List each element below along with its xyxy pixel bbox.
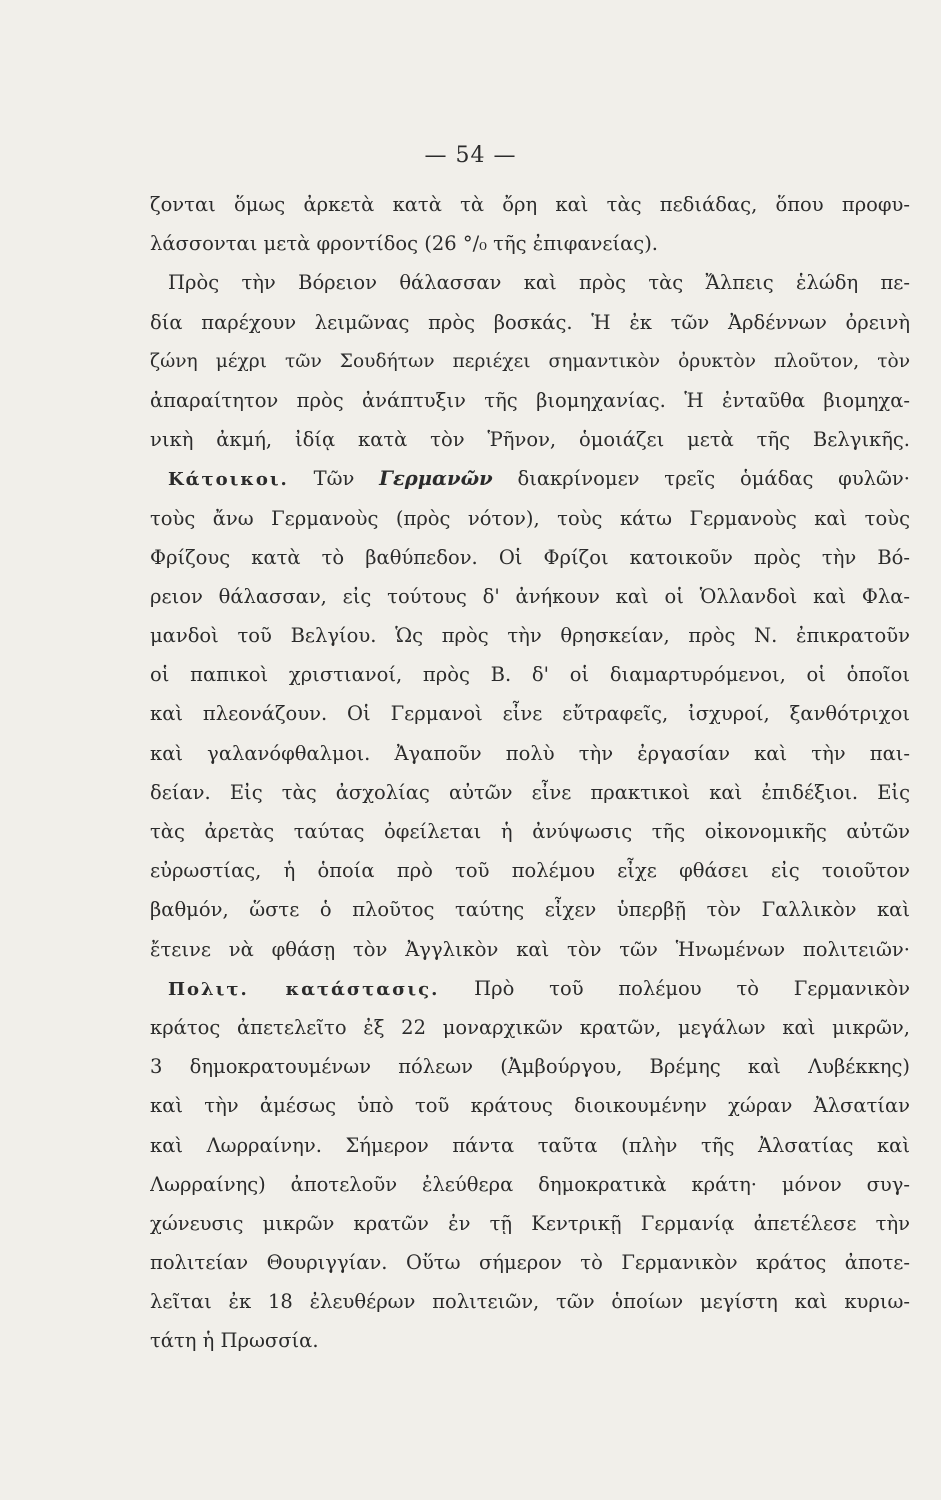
text-line: χώνευσις μικρῶν κρατῶν ἐν τῇ Κεντρικῇ Γερμανίᾳ ἀπετέλεσε τὴν <box>150 1211 910 1235</box>
text-line: πολιτείαν Θουριγγίαν. Οὕτω σήμερον τὸ Γερμανικὸν κράτος ἀποτε- <box>150 1251 910 1275</box>
text-line: καὶ τὴν ἀμέσως ὑπὸ τοῦ κράτους διοικουμένην χώραν Ἀλσατίαν <box>150 1094 910 1118</box>
text-line: 3 δημοκρατουμένων πόλεων (Ἀμβούργου, Βρέμης καὶ Λυβέκκης) <box>150 1055 910 1079</box>
section-heading-katoikoi: Κάτοικοι. <box>168 469 289 491</box>
text-line: τοὺς ἄνω Γερμανοὺς (πρὸς νότον), τοὺς κάτω Γερμανοὺς καὶ τοὺς <box>150 506 910 530</box>
text-line: ἔτεινε νὰ φθάσῃ τὸν Ἀγγλικὸν καὶ τὸν τῶν Ἡνωμένων πολιτειῶν· <box>150 937 910 961</box>
text-line: ζονται ὅμως ἀρκετὰ κατὰ τὰ ὄρη καὶ τὰς πεδιάδας, ὅπου προφυ- <box>150 193 910 216</box>
text-line: τὰς ἀρετὰς ταύτας ὀφείλεται ἡ ἀνύψωσις τῆς οἰκονομικῆς αὐτῶν <box>150 820 910 843</box>
text-line: καὶ γαλανόφθαλμοι. Ἀγαποῦν πολὺ τὴν ἐργασίαν καὶ τὴν παι- <box>150 741 910 765</box>
text-line: καὶ Λωρραίνην. Σήμερον πάντα ταῦτα (πλὴν τῆς Ἀλσατίας καὶ <box>150 1133 910 1157</box>
text-line: βαθμόν, ὥστε ὁ πλοῦτος ταύτης εἶχεν ὑπερβῇ τὸν Γαλλικὸν καὶ <box>150 898 910 922</box>
body-text <box>150 185 910 1361</box>
text-line: ρειον θάλασσαν, εἰς τούτους δ' ἀνήκουν καὶ οἱ Ὁλλανδοὶ καὶ Φλα- <box>150 584 910 608</box>
text-line: λάσσονται μετὰ φροντίδος (26 °/₀ τῆς ἐπιφανείας). <box>150 232 659 256</box>
paragraph-start-line: Πρὸς τὴν Βόρειον θάλασσαν καὶ πρὸς τὰς Ἄλπεις ἑλώδη πε- <box>168 271 910 295</box>
text-line: τάτη ἡ Πρωσσία. <box>150 1329 319 1353</box>
section-heading-polit-katastasis: Πολιτ. κατάστασις. <box>168 978 440 1000</box>
page-number: — 54 — <box>424 143 517 168</box>
text-line: Λωρραίνης) ἀποτελοῦν ἐλεύθερα δημοκρατικὰ κράτη· μόνον συγ- <box>150 1172 910 1196</box>
text-line: δία παρέχουν λειμῶνας πρὸς βοσκάς. Ἡ ἐκ τῶν Ἀρδέννων ὀρεινὴ <box>150 310 910 334</box>
text-line: καὶ πλεονάζουν. Οἱ Γερμανοὶ εἶνε εὔτραφεῖς, ἰσχυροί, ξανθότριχοι <box>150 702 910 726</box>
text-line: οἱ παπικοὶ χριστιανοί, πρὸς Β. δ' οἱ διαμαρτυρόμενοι, οἱ ὁποῖοι <box>150 663 910 687</box>
section-start-line: Πολιτ. κατάστασις. Πρὸ τοῦ πολέμου τὸ Γερμανικὸν <box>168 976 910 1000</box>
text-line: νικὴ ἀκμή, ἰδίᾳ κατὰ τὸν Ῥῆνον, ὁμοιάζει μετὰ τῆς Βελγικῆς. <box>150 428 910 452</box>
text-line: μανδοὶ τοῦ Βελγίου. Ὡς πρὸς τὴν θρησκείαν, πρὸς Ν. ἐπικρατοῦν <box>150 624 910 648</box>
text-line: εὐρωστίας, ἡ ὁποία πρὸ τοῦ πολέμου εἶχε φθάσει εἰς τοιοῦτον <box>150 859 910 883</box>
section-start-line: Κάτοικοι. Τῶν Γερμανῶν διακρίνομεν τρεῖς ὁμάδας φυλῶν· <box>168 467 910 491</box>
text-line: λεῖται ἐκ 18 ἐλευθέρων πολιτειῶν, τῶν ὁποίων μεγίστη καὶ κυριω- <box>150 1290 910 1314</box>
text-line: ἀπαραίτητον πρὸς ἀνάπτυξιν τῆς βιομηχανίας. Ἡ ἐνταῦθα βιομηχα- <box>150 388 910 412</box>
text-line: ζώνη μέχρι τῶν Σουδήτων περιέχει σημαντικὸν ὀρυκτὸν πλοῦτον, τὸν <box>150 350 910 372</box>
emphasized-term: Γερμανῶν <box>379 467 493 491</box>
text-line: δείαν. Εἰς τὰς ἀσχολίας αὐτῶν εἶνε πρακτικοὶ καὶ ἐπιδέξιοι. Εἰς <box>150 780 910 804</box>
text-line: κράτος ἀπετελεῖτο ἐξ 22 μοναρχικῶν κρατῶν, μεγάλων καὶ μικρῶν, <box>150 1015 910 1039</box>
text-line: Φρίζους κατὰ τὸ βαθύπεδον. Οἱ Φρίζοι κατοικοῦν πρὸς τὴν Βό- <box>150 545 910 569</box>
